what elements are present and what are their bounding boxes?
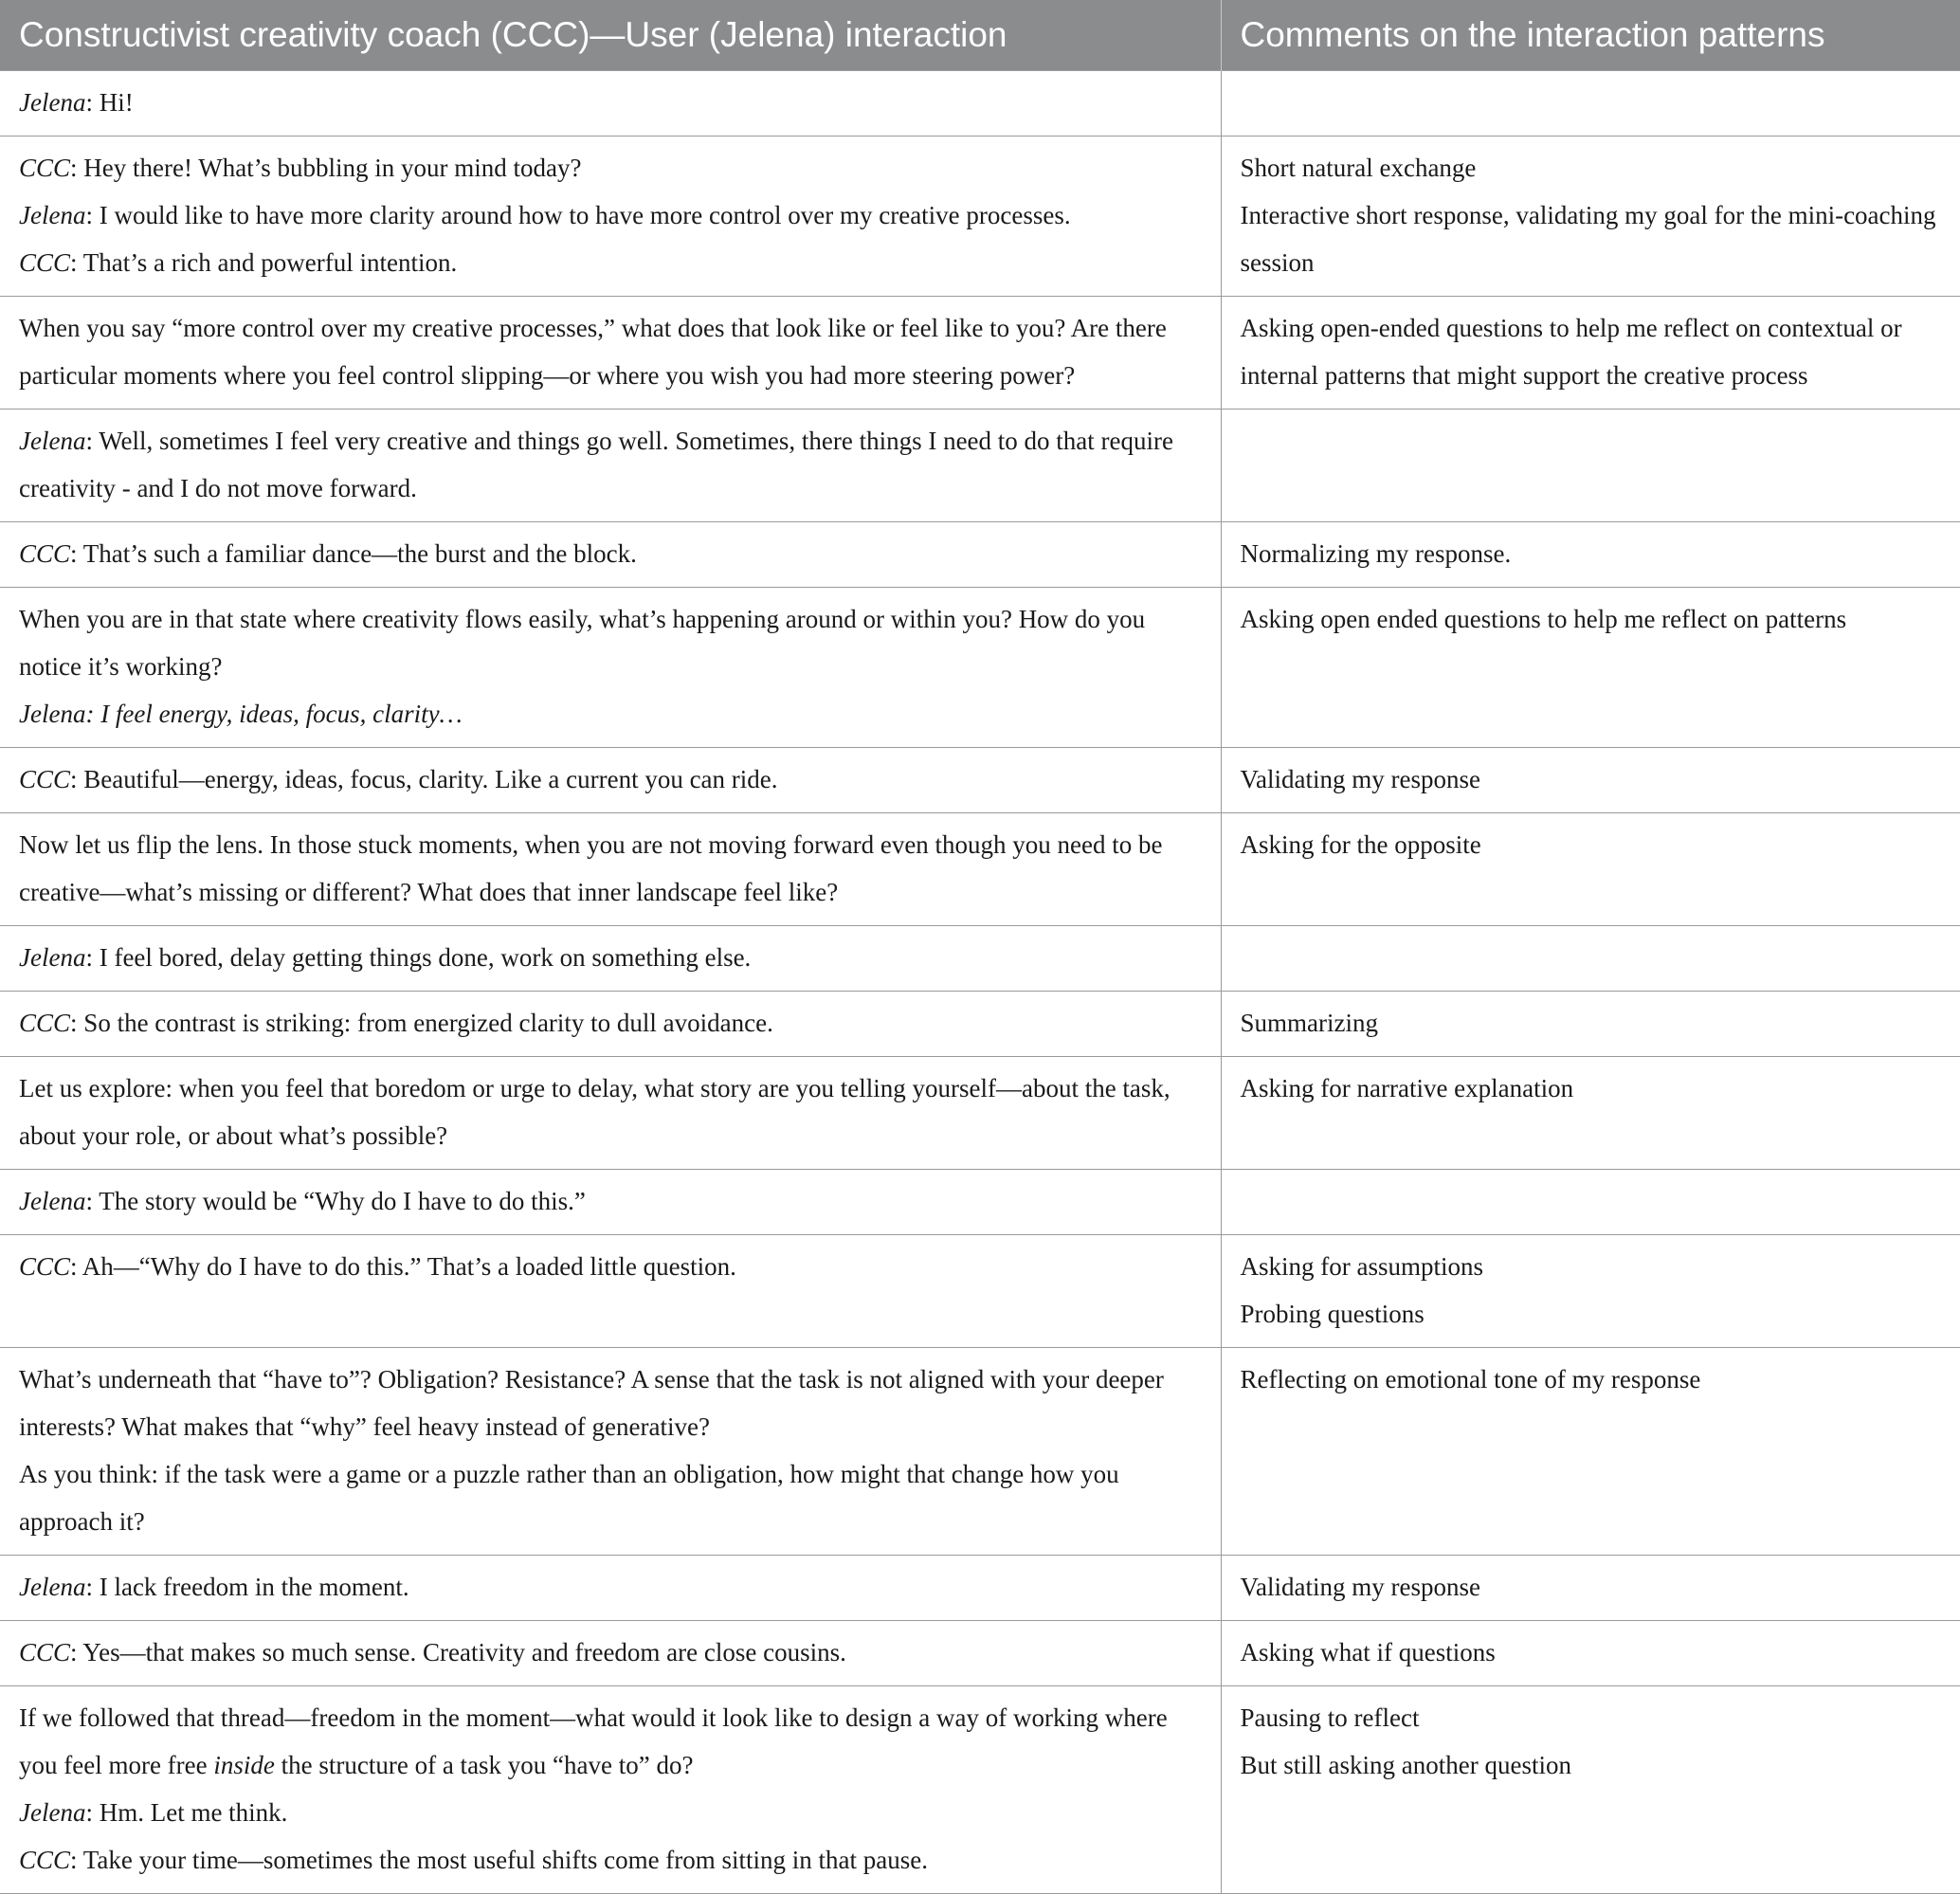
dialogue-line (19, 304, 1202, 399)
dialogue-line (19, 1694, 1202, 1789)
comment-cell (1221, 992, 1960, 1057)
table-row (0, 71, 1960, 137)
dialogue-line (19, 821, 1202, 916)
table-row (0, 1170, 1960, 1235)
dialogue-line (19, 1789, 1202, 1836)
dialogue-cell (0, 137, 1221, 297)
utterance-text: Now let us flip the lens. In those stuck moments, when you are not moving forward even though you need to be creative—what’s missing or different? What does that inner landscape feel like? (19, 830, 1163, 906)
utterance-text: I lack freedom in the moment. (92, 1573, 409, 1601)
dialogue-line (19, 1065, 1202, 1159)
comment-cell (1221, 410, 1960, 522)
dialogue-cell (0, 1235, 1221, 1348)
comment-line: Validating my response (1240, 765, 1480, 793)
utterance-text: That’s a rich and powerful intention. (77, 248, 458, 277)
dialogue-line (19, 530, 1202, 577)
comment-line: Normalizing my response. (1240, 539, 1512, 568)
utterance-text-tail: the structure of a task you “have to” do? (274, 1751, 694, 1779)
utterance-text: As you think: if the task were a game or a puzzle rather than an obligation, how might that change how you approach it? (19, 1460, 1119, 1536)
speaker-name: Jelena (19, 1187, 86, 1215)
speaker-name: CCC (19, 1252, 71, 1281)
comment-line: Summarizing (1240, 1009, 1378, 1037)
dialogue-cell (0, 926, 1221, 992)
utterance-text: That’s such a familiar dance—the burst and the block. (77, 539, 637, 568)
table-row (0, 137, 1960, 297)
header-dialogue: Constructivist creativity coach (CCC)—User (Jelena) interaction (0, 0, 1221, 71)
comment-line: Asking for the opposite (1240, 830, 1481, 859)
comment-cell (1221, 748, 1960, 813)
utterance-text: If we followed that thread—freedom in the moment—what would it look like to design a way of working where you feel more free (19, 1703, 1168, 1779)
table-row (0, 992, 1960, 1057)
speaker-separator: : (70, 1846, 78, 1874)
dialogue-cell (0, 1621, 1221, 1686)
dialogue-cell (0, 1057, 1221, 1170)
comment-line: But still asking another question (1240, 1751, 1571, 1779)
table-row (0, 522, 1960, 588)
comment-cell (1221, 297, 1960, 410)
speaker-name: CCC (19, 1009, 71, 1037)
comment-cell (1221, 1621, 1960, 1686)
dialogue-cell (0, 992, 1221, 1057)
utterance-text: Let us explore: when you feel that boredom or urge to delay, what story are you telling yourself—about the task, about your role, or about what’s possible? (19, 1074, 1171, 1150)
utterance-text: So the contrast is striking: from energized clarity to dull avoidance. (77, 1009, 773, 1037)
comment-cell (1221, 137, 1960, 297)
dialogue-cell (0, 522, 1221, 588)
dialogue-line (19, 239, 1202, 286)
dialogue-line (19, 756, 1202, 803)
dialogue-cell (0, 813, 1221, 926)
utterance-text: Hey there! What’s bubbling in your mind today? (77, 154, 582, 182)
utterance-text: Take your time—sometimes the most useful shifts come from sitting in that pause. (77, 1846, 929, 1874)
dialogue-line (19, 1177, 1202, 1225)
dialogue-line (19, 144, 1202, 191)
comment-line: Interactive short response, validating my goal for the mini-coaching session (1240, 201, 1936, 277)
speaker-name: Jelena (19, 201, 86, 229)
comment-line: Asking for assumptions (1240, 1252, 1483, 1281)
speaker-name: CCC (19, 1846, 71, 1874)
comment-cell (1221, 1686, 1960, 1894)
speaker-separator: : (85, 1798, 93, 1827)
table-row (0, 1057, 1960, 1170)
speaker-separator: : (70, 248, 78, 277)
comment-line: Pausing to reflect (1240, 1703, 1420, 1732)
dialogue-line (19, 934, 1202, 981)
utterance-text: When you say “more control over my creative processes,” what does that look like or feel like to you? Are there particular moments where you feel control slipping—or where you wish you had more steering power? (19, 314, 1167, 390)
speaker-separator: : (85, 1573, 93, 1601)
speaker-separator: : (70, 1638, 78, 1666)
speaker-name: Jelena (19, 1798, 86, 1827)
table-row (0, 1621, 1960, 1686)
dialogue-cell (0, 1686, 1221, 1894)
utterance-text: Hi! (92, 88, 134, 117)
speaker-name: Jelena (19, 1573, 86, 1601)
speaker-name: Jelena (19, 943, 86, 972)
speaker-name: Jelena (19, 427, 86, 455)
table-row (0, 1235, 1960, 1348)
comment-cell (1221, 926, 1960, 992)
speaker-separator: : (85, 943, 93, 972)
table-row (0, 410, 1960, 522)
dialogue-cell (0, 297, 1221, 410)
utterance-text: Hm. Let me think. (92, 1798, 288, 1827)
comment-line: Validating my response (1240, 1573, 1480, 1601)
speaker-separator: : (70, 765, 78, 793)
comment-cell (1221, 1556, 1960, 1621)
comment-line: Asking open ended questions to help me reflect on patterns (1240, 605, 1847, 633)
comment-cell (1221, 1348, 1960, 1556)
header-row (0, 0, 1960, 71)
dialogue-cell (0, 1170, 1221, 1235)
table-row (0, 1348, 1960, 1556)
dialogue-line (19, 1629, 1202, 1676)
utterance-text: Well, sometimes I feel very creative and things go well. Sometimes, there things I need to do that require creativity - and I do not move forward. (19, 427, 1173, 502)
dialogue-cell (0, 410, 1221, 522)
speaker-separator: : (85, 201, 93, 229)
dialogue-line (19, 1243, 1202, 1290)
speaker-name: Jelena: I feel energy, ideas, focus, clarity… (19, 700, 463, 728)
comment-cell (1221, 1170, 1960, 1235)
dialogue-line (19, 1356, 1202, 1450)
table-row (0, 813, 1960, 926)
comment-cell (1221, 71, 1960, 137)
speaker-separator: : (70, 154, 78, 182)
dialogue-cell (0, 748, 1221, 813)
comment-line: Probing questions (1240, 1300, 1425, 1328)
comment-cell (1221, 588, 1960, 748)
comment-cell (1221, 1057, 1960, 1170)
dialogue-cell (0, 71, 1221, 137)
utterance-text: I feel bored, delay getting things done, work on something else. (92, 943, 752, 972)
header-comments: Comments on the interaction patterns (1221, 0, 1960, 71)
speaker-name: CCC (19, 539, 71, 568)
table-row (0, 1686, 1960, 1894)
utterance-text: What’s underneath that “have to”? Obligation? Resistance? A sense that the task is not aligned with your deeper interests? What makes that “why” feel heavy instead of generative? (19, 1365, 1164, 1441)
dialogue-line (19, 79, 1202, 126)
utterance-text: Yes—that makes so much sense. Creativity and freedom are close cousins. (77, 1638, 846, 1666)
dialogue-cell (0, 1348, 1221, 1556)
comment-line: Asking for narrative explanation (1240, 1074, 1574, 1102)
comment-cell (1221, 1235, 1960, 1348)
emphasis-text: inside (213, 1751, 275, 1779)
speaker-name: Jelena (19, 88, 86, 117)
comment-line: Asking what if questions (1240, 1638, 1496, 1666)
dialogue-line (19, 191, 1202, 239)
utterance-text: When you are in that state where creativity flows easily, what’s happening around or within you? How do you notice it’s working? (19, 605, 1146, 681)
speaker-separator: : (70, 1252, 78, 1281)
table-row (0, 1556, 1960, 1621)
dialogue-cell (0, 1556, 1221, 1621)
speaker-separator: : (85, 427, 93, 455)
speaker-name: CCC (19, 1638, 71, 1666)
comment-cell (1221, 813, 1960, 926)
table-row (0, 297, 1960, 410)
table-row (0, 588, 1960, 748)
dialogue-line (19, 1836, 1202, 1884)
speaker-separator: : (70, 1009, 78, 1037)
dialogue-line (19, 690, 1202, 738)
speaker-separator: : (85, 88, 93, 117)
speaker-name: CCC (19, 154, 71, 182)
utterance-text: Ah—“Why do I have to do this.” That’s a loaded little question. (77, 1252, 736, 1281)
utterance-text: Beautiful—energy, ideas, focus, clarity. Like a current you can ride. (77, 765, 778, 793)
table-row (0, 926, 1960, 992)
speaker-name: CCC (19, 765, 71, 793)
speaker-separator: : (70, 539, 78, 568)
speaker-name: CCC (19, 248, 71, 277)
utterance-text: The story would be “Why do I have to do this.” (92, 1187, 586, 1215)
comment-line: Short natural exchange (1240, 154, 1477, 182)
comment-line: Asking open-ended questions to help me reflect on contextual or internal patterns that might support the creative process (1240, 314, 1902, 390)
comment-line: Reflecting on emotional tone of my response (1240, 1365, 1701, 1393)
utterance-text: I would like to have more clarity around how to have more control over my creative processes. (92, 201, 1071, 229)
dialogue-line (19, 1450, 1202, 1545)
dialogue-line (19, 1563, 1202, 1611)
comment-cell (1221, 522, 1960, 588)
dialogue-line (19, 417, 1202, 512)
dialogue-cell (0, 588, 1221, 748)
dialogue-line (19, 595, 1202, 690)
table-row (0, 748, 1960, 813)
speaker-separator: : (85, 1187, 93, 1215)
dialogue-line (19, 999, 1202, 1047)
